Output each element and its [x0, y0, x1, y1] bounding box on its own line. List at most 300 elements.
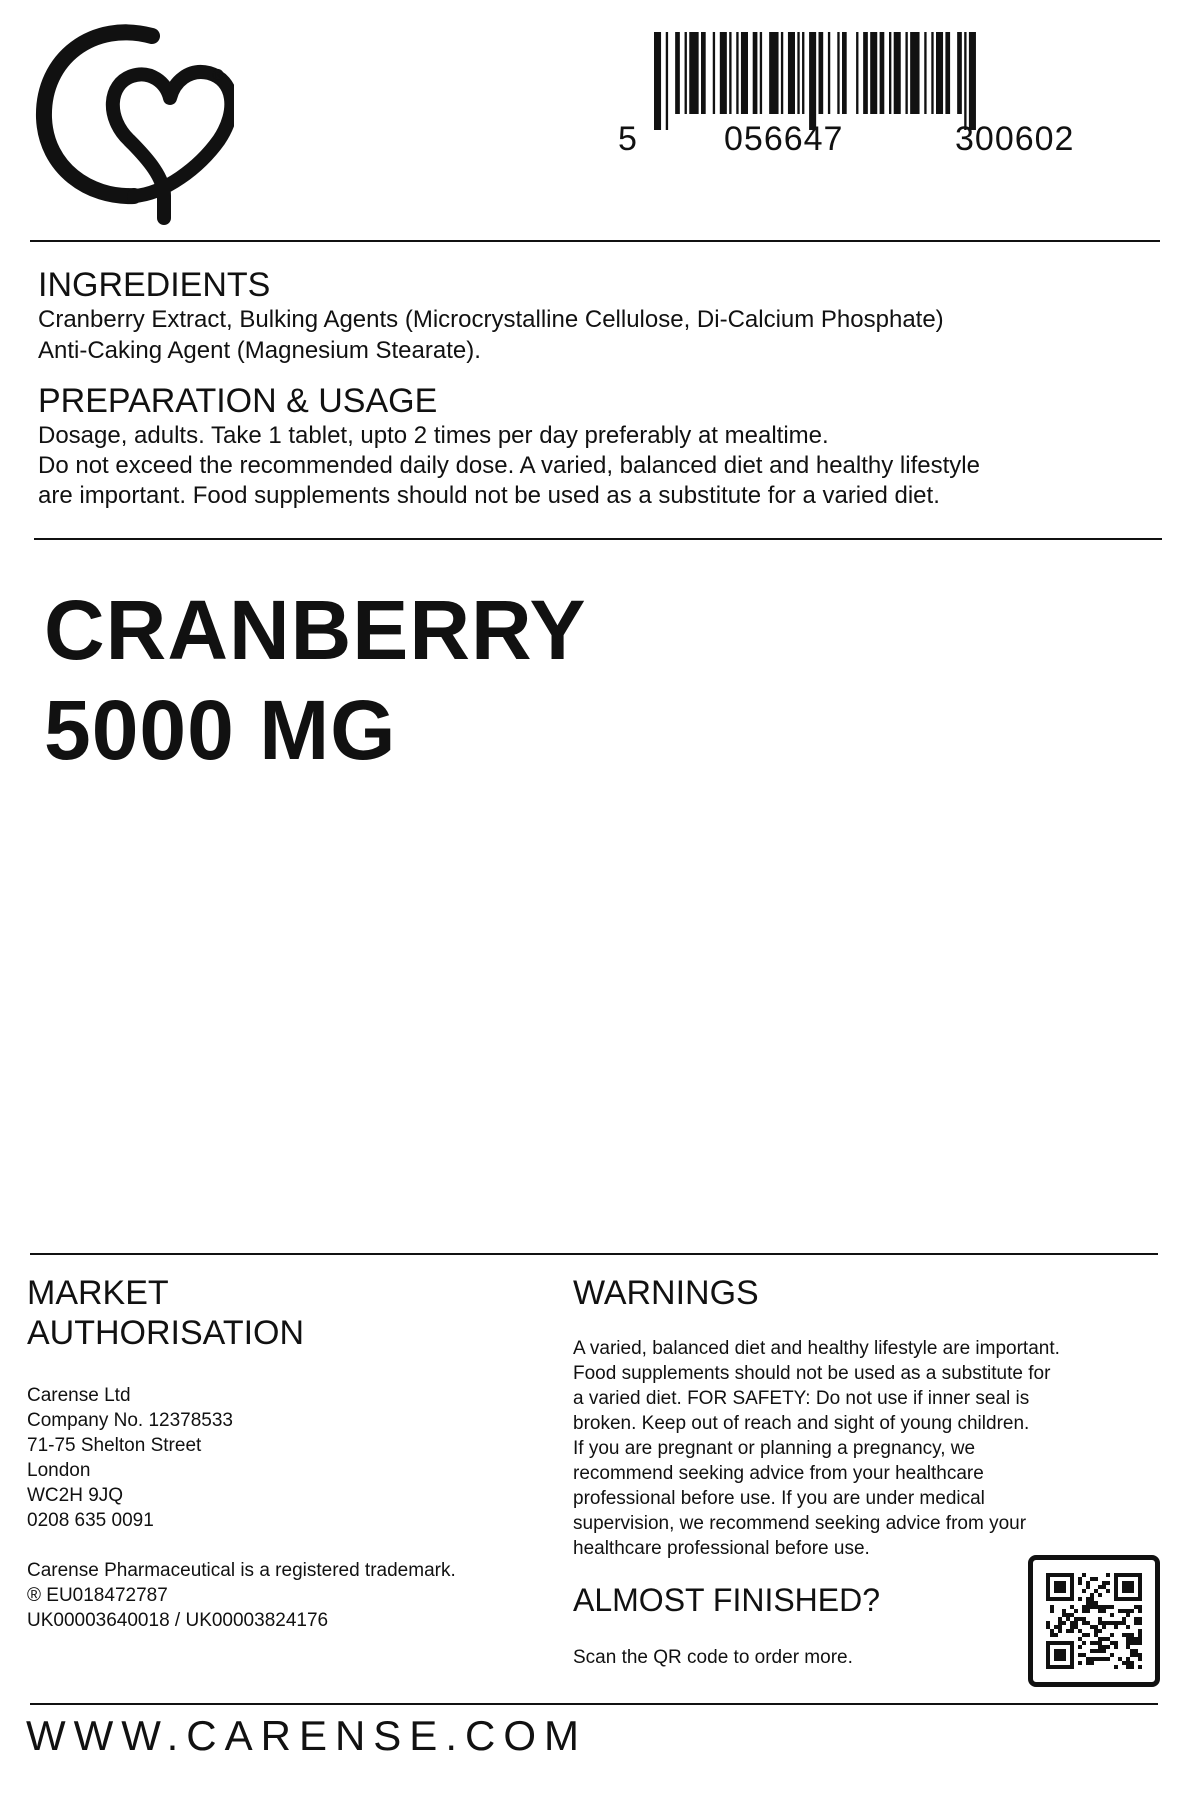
qr-module — [1058, 1625, 1062, 1629]
qr-module — [1130, 1637, 1134, 1641]
barcode-bar — [957, 32, 962, 114]
qr-module — [1138, 1665, 1142, 1669]
qr-module — [1098, 1629, 1102, 1633]
warnings-line: professional before use. If you are under medical — [573, 1488, 985, 1509]
qr-module — [1054, 1573, 1058, 1577]
address-line: WC2H 9JQ — [27, 1485, 124, 1506]
qr-module — [1066, 1665, 1070, 1669]
qr-module — [1106, 1621, 1110, 1625]
trademark-line: UK00003640018 / UK00003824176 — [27, 1610, 329, 1631]
qr-module — [1058, 1641, 1062, 1645]
qr-module — [1050, 1609, 1054, 1613]
market-title-line1: MARKET — [27, 1274, 169, 1312]
qr-module — [1122, 1661, 1126, 1665]
qr-module — [1122, 1633, 1126, 1637]
qr-module — [1058, 1585, 1062, 1589]
preparation-line: Do not exceed the recommended daily dose. A varied, balanced diet and healthy lifestyle — [38, 452, 980, 479]
qr-module — [1122, 1573, 1126, 1577]
qr-module — [1138, 1629, 1142, 1633]
barcode-bar — [729, 32, 731, 114]
qr-module — [1134, 1617, 1138, 1621]
product-name — [44, 580, 587, 780]
qr-module — [1062, 1573, 1066, 1577]
warnings-title: WARNINGS — [573, 1274, 759, 1312]
qr-module — [1126, 1641, 1130, 1645]
qr-module — [1050, 1665, 1054, 1669]
qr-module — [1050, 1641, 1054, 1645]
qr-module — [1070, 1581, 1074, 1585]
qr-module — [1102, 1609, 1106, 1613]
qr-code-frame[interactable] — [1028, 1555, 1160, 1687]
barcode-bar — [945, 32, 950, 114]
qr-module — [1102, 1625, 1106, 1629]
qr-module — [1054, 1625, 1058, 1629]
qr-module — [1078, 1617, 1082, 1621]
qr-module — [1114, 1585, 1118, 1589]
qr-module — [1130, 1665, 1134, 1669]
preparation-line: are important. Food supplements should not be used as a substitute for a varied diet. — [38, 482, 940, 509]
qr-module — [1090, 1661, 1094, 1665]
qr-module — [1102, 1657, 1106, 1661]
qr-module — [1054, 1589, 1058, 1593]
qr-module — [1138, 1585, 1142, 1589]
qr-module — [1058, 1573, 1062, 1577]
qr-module — [1078, 1645, 1082, 1649]
qr-module — [1046, 1593, 1050, 1597]
qr-module — [1066, 1617, 1070, 1621]
qr-module — [1062, 1653, 1066, 1657]
qr-module — [1110, 1613, 1114, 1617]
qr-module — [1126, 1633, 1130, 1637]
warnings-line: healthcare professional before use. — [573, 1538, 870, 1559]
qr-module — [1102, 1637, 1106, 1641]
qr-module — [1094, 1641, 1098, 1645]
qr-module — [1062, 1665, 1066, 1669]
qr-module — [1054, 1657, 1058, 1661]
warnings-line: recommend seeking advice from your healthcare — [573, 1463, 984, 1484]
qr-module — [1046, 1665, 1050, 1669]
qr-module — [1070, 1645, 1074, 1649]
qr-module — [1114, 1625, 1118, 1629]
qr-module — [1074, 1625, 1078, 1629]
barcode-bar — [889, 32, 891, 114]
qr-module — [1062, 1621, 1066, 1625]
qr-module — [1062, 1585, 1066, 1589]
qr-module — [1110, 1641, 1114, 1645]
qr-module — [1130, 1661, 1134, 1665]
qr-module — [1106, 1581, 1110, 1585]
qr-module — [1094, 1633, 1098, 1637]
qr-module — [1114, 1597, 1118, 1601]
qr-module — [1046, 1573, 1050, 1577]
qr-module — [1126, 1637, 1130, 1641]
qr-module — [1062, 1581, 1066, 1585]
qr-module — [1138, 1617, 1142, 1621]
barcode-bar — [870, 32, 877, 114]
qr-module — [1066, 1629, 1070, 1633]
qr-module — [1058, 1597, 1062, 1601]
preparation-title: PREPARATION & USAGE — [38, 382, 438, 420]
qr-module — [1094, 1605, 1098, 1609]
qr-module — [1070, 1577, 1074, 1581]
qr-module — [1114, 1573, 1118, 1577]
qr-module — [1082, 1589, 1086, 1593]
qr-module — [1126, 1581, 1130, 1585]
qr-module — [1138, 1605, 1142, 1609]
qr-module — [1118, 1657, 1122, 1661]
qr-module — [1118, 1573, 1122, 1577]
qr-module — [1138, 1577, 1142, 1581]
qr-module — [1098, 1649, 1102, 1653]
qr-module — [1070, 1665, 1074, 1669]
qr-module — [1102, 1605, 1106, 1609]
divider-middle — [34, 538, 1162, 540]
qr-module — [1090, 1577, 1094, 1581]
market-title-line2: AUTHORISATION — [27, 1314, 305, 1352]
website-url[interactable]: WWW.CARENSE.COM — [26, 1712, 587, 1759]
qr-module — [1070, 1653, 1074, 1657]
qr-module — [1090, 1657, 1094, 1661]
qr-module — [1102, 1585, 1106, 1589]
barcode-bar — [802, 32, 804, 114]
qr-module — [1138, 1573, 1142, 1577]
qr-module — [1046, 1653, 1050, 1657]
qr-module — [1098, 1605, 1102, 1609]
qr-module — [1098, 1641, 1102, 1645]
qr-module — [1046, 1589, 1050, 1593]
barcode-bar — [910, 32, 919, 114]
qr-module — [1102, 1649, 1106, 1653]
barcode-digits-left: 056647 — [724, 120, 844, 158]
warnings-line: Food supplements should not be used as a substitute for — [573, 1363, 1051, 1384]
qr-module — [1102, 1621, 1106, 1625]
qr-module — [1138, 1609, 1142, 1613]
qr-module — [1130, 1589, 1134, 1593]
qr-module — [1070, 1661, 1074, 1665]
qr-module — [1098, 1645, 1102, 1649]
qr-module — [1110, 1605, 1114, 1609]
qr-module — [1126, 1573, 1130, 1577]
barcode-digit-lead: 5 — [618, 120, 637, 158]
qr-module — [1094, 1657, 1098, 1661]
qr-module — [1074, 1609, 1078, 1613]
warnings-line: If you are pregnant or planning a pregnancy, we — [573, 1438, 976, 1459]
qr-module — [1098, 1621, 1102, 1625]
preparation-line: Dosage, adults. Take 1 tablet, upto 2 times per day preferably at mealtime. — [38, 422, 829, 449]
qr-module — [1122, 1609, 1126, 1613]
qr-module — [1130, 1597, 1134, 1601]
product-dose-line2: 5000 MG — [44, 683, 397, 777]
qr-module — [1062, 1649, 1066, 1653]
barcode-bar — [736, 32, 738, 114]
qr-module — [1130, 1573, 1134, 1577]
barcode-bar — [797, 32, 799, 114]
qr-module — [1086, 1605, 1090, 1609]
qr-module — [1126, 1589, 1130, 1593]
barcode — [618, 32, 1138, 162]
qr-module — [1122, 1581, 1126, 1585]
barcode-bar — [654, 32, 661, 130]
qr-module — [1046, 1621, 1050, 1625]
qr-module — [1098, 1609, 1102, 1613]
qr-module — [1078, 1653, 1082, 1657]
qr-module — [1122, 1589, 1126, 1593]
address-line: London — [27, 1460, 91, 1481]
warnings-line: a varied diet. FOR SAFETY: Do not use if inner seal is — [573, 1388, 1030, 1409]
qr-module — [1078, 1581, 1082, 1585]
qr-module — [1126, 1665, 1130, 1669]
qr-module — [1062, 1589, 1066, 1593]
qr-module — [1098, 1617, 1102, 1621]
qr-module — [1086, 1585, 1090, 1589]
barcode-bars — [654, 32, 976, 130]
qr-module — [1110, 1621, 1114, 1625]
qr-module — [1130, 1609, 1134, 1613]
qr-module — [1058, 1581, 1062, 1585]
qr-module — [1058, 1629, 1062, 1633]
qr-module — [1058, 1617, 1062, 1621]
qr-module — [1082, 1605, 1086, 1609]
qr-module — [1110, 1633, 1114, 1637]
qr-module — [1114, 1593, 1118, 1597]
qr-module — [1082, 1621, 1086, 1625]
qr-module — [1070, 1585, 1074, 1589]
qr-module — [1138, 1589, 1142, 1593]
qr-module — [1058, 1589, 1062, 1593]
qr-module — [1054, 1633, 1058, 1637]
qr-module — [1130, 1649, 1134, 1653]
qr-module — [1138, 1597, 1142, 1601]
address-line: 0208 635 0091 — [27, 1510, 154, 1531]
qr-module — [1114, 1641, 1118, 1645]
qr-module — [1094, 1601, 1098, 1605]
qr-module — [1074, 1617, 1078, 1621]
qr-module — [1054, 1581, 1058, 1585]
barcode-bar — [713, 32, 715, 114]
divider-bottom-section — [30, 1253, 1158, 1255]
qr-module — [1090, 1601, 1094, 1605]
qr-module — [1070, 1597, 1074, 1601]
qr-module — [1114, 1621, 1118, 1625]
qr-module — [1086, 1581, 1090, 1585]
qr-module — [1062, 1609, 1066, 1613]
qr-module — [1110, 1653, 1114, 1657]
barcode-bar — [894, 32, 901, 114]
ingredients-line: Anti-Caking Agent (Magnesium Stearate). — [38, 337, 481, 364]
qr-module — [1126, 1645, 1130, 1649]
qr-module — [1126, 1657, 1130, 1661]
barcode-bar — [741, 32, 748, 114]
qr-module — [1086, 1609, 1090, 1613]
qr-module — [1090, 1597, 1094, 1601]
qr-module — [1078, 1597, 1082, 1601]
barcode-bar — [788, 32, 795, 114]
qr-module — [1054, 1597, 1058, 1601]
qr-module — [1070, 1593, 1074, 1597]
qr-module — [1046, 1597, 1050, 1601]
barcode-bar — [720, 32, 727, 114]
qr-module — [1126, 1585, 1130, 1589]
qr-module — [1122, 1585, 1126, 1589]
warnings-line: supervision, we recommend seeking advice from your — [573, 1513, 1027, 1534]
address-line: Company No. 12378533 — [27, 1410, 233, 1431]
barcode-bar — [931, 32, 933, 114]
barcode-bar — [666, 32, 668, 130]
qr-module — [1046, 1661, 1050, 1665]
barcode-bar — [675, 32, 680, 114]
qr-module — [1102, 1581, 1106, 1585]
qr-module — [1054, 1653, 1058, 1657]
barcode-bar — [842, 32, 847, 114]
qr-module — [1078, 1629, 1082, 1633]
qr-module — [1126, 1661, 1130, 1665]
qr-module — [1054, 1649, 1058, 1653]
qr-module — [1114, 1581, 1118, 1585]
qr-module — [1082, 1653, 1086, 1657]
qr-module — [1126, 1613, 1130, 1617]
qr-module — [1134, 1649, 1138, 1653]
qr-module — [1090, 1649, 1094, 1653]
qr-module — [1134, 1653, 1138, 1657]
qr-module — [1070, 1613, 1074, 1617]
qr-module — [1118, 1621, 1122, 1625]
qr-module — [1090, 1605, 1094, 1609]
qr-module — [1070, 1573, 1074, 1577]
qr-module — [1074, 1621, 1078, 1625]
qr-module — [1050, 1633, 1054, 1637]
qr-module — [1086, 1633, 1090, 1637]
qr-module — [1050, 1629, 1054, 1633]
qr-module — [1050, 1573, 1054, 1577]
qr-module — [1130, 1641, 1134, 1645]
barcode-bar — [936, 32, 943, 114]
qr-module — [1046, 1585, 1050, 1589]
qr-module — [1138, 1657, 1142, 1661]
qr-module — [1054, 1641, 1058, 1645]
qr-module — [1106, 1637, 1110, 1641]
scan-qr-text: Scan the QR code to order more. — [573, 1647, 853, 1668]
qr-module — [1058, 1653, 1062, 1657]
qr-module — [1046, 1577, 1050, 1581]
barcode-bar — [837, 32, 839, 114]
qr-module — [1046, 1625, 1050, 1629]
qr-module — [1082, 1641, 1086, 1645]
qr-module — [1114, 1665, 1118, 1669]
barcode-bar — [964, 32, 966, 130]
almost-finished-title: ALMOST FINISHED? — [573, 1582, 881, 1618]
qr-module — [1138, 1633, 1142, 1637]
qr-module — [1138, 1593, 1142, 1597]
qr-module — [1106, 1605, 1110, 1609]
qr-module — [1054, 1665, 1058, 1669]
qr-module — [1130, 1653, 1134, 1657]
qr-module — [1138, 1621, 1142, 1625]
qr-module — [1130, 1585, 1134, 1589]
qr-module — [1058, 1649, 1062, 1653]
qr-module — [1098, 1637, 1102, 1641]
qr-module — [1086, 1657, 1090, 1661]
qr-module — [1078, 1637, 1082, 1641]
qr-module — [1138, 1641, 1142, 1645]
qr-module — [1070, 1625, 1074, 1629]
qr-module — [1082, 1617, 1086, 1621]
barcode-bar — [828, 32, 830, 114]
qr-module — [1106, 1589, 1110, 1593]
qr-module — [1082, 1573, 1086, 1577]
qr-code-modules — [1046, 1573, 1142, 1669]
qr-module — [1070, 1649, 1074, 1653]
qr-module — [1122, 1621, 1126, 1625]
qr-module — [1050, 1605, 1054, 1609]
qr-module — [1098, 1585, 1102, 1589]
qr-module — [1098, 1593, 1102, 1597]
qr-module — [1046, 1649, 1050, 1653]
qr-module — [1062, 1597, 1066, 1601]
barcode-bar — [701, 32, 706, 114]
qr-module — [1066, 1597, 1070, 1601]
carense-logo-icon — [34, 18, 234, 228]
qr-module — [1106, 1657, 1110, 1661]
barcode-bar — [856, 32, 858, 114]
qr-module — [1126, 1625, 1130, 1629]
warnings-line: broken. Keep out of reach and sight of young children. — [573, 1413, 1030, 1434]
barcode-bar — [781, 32, 783, 114]
qr-module — [1082, 1609, 1086, 1613]
qr-module — [1070, 1621, 1074, 1625]
qr-module — [1130, 1581, 1134, 1585]
barcode-bar — [769, 32, 778, 114]
qr-module — [1134, 1605, 1138, 1609]
warnings-line: A varied, balanced diet and healthy lifestyle are important. — [573, 1338, 1060, 1359]
qr-module — [1118, 1597, 1122, 1601]
qr-module — [1094, 1649, 1098, 1653]
barcode-bar — [969, 32, 976, 130]
qr-module — [1066, 1573, 1070, 1577]
ingredients-line: Cranberry Extract, Bulking Agents (Microcrystalline Cellulose, Di-Calcium Phosphate) — [38, 306, 944, 333]
qr-module — [1058, 1621, 1062, 1625]
qr-module — [1058, 1665, 1062, 1669]
qr-module — [1106, 1573, 1110, 1577]
qr-module — [1086, 1661, 1090, 1665]
barcode-bar — [880, 32, 885, 114]
qr-module — [1094, 1577, 1098, 1581]
qr-module — [1090, 1625, 1094, 1629]
barcode-digits-right: 300602 — [955, 120, 1075, 158]
qr-module — [1114, 1589, 1118, 1593]
qr-module — [1134, 1637, 1138, 1641]
qr-module — [1070, 1641, 1074, 1645]
qr-module — [1062, 1657, 1066, 1661]
qr-module — [1078, 1577, 1082, 1581]
qr-module — [1054, 1585, 1058, 1589]
qr-module — [1138, 1637, 1142, 1641]
qr-module — [1114, 1577, 1118, 1581]
qr-module — [1094, 1589, 1098, 1593]
product-name-line1: CRANBERRY — [44, 583, 587, 677]
qr-module — [1106, 1645, 1110, 1649]
qr-module — [1114, 1645, 1118, 1649]
qr-code-icon[interactable] — [1033, 1560, 1155, 1682]
qr-module — [1094, 1629, 1098, 1633]
qr-module — [1046, 1641, 1050, 1645]
ingredients-title: INGREDIENTS — [38, 266, 271, 304]
divider-footer — [30, 1703, 1158, 1705]
qr-module — [1086, 1601, 1090, 1605]
address-line: Carense Ltd — [27, 1385, 131, 1406]
qr-module — [1118, 1609, 1122, 1613]
barcode-bar — [819, 32, 824, 114]
qr-module — [1098, 1657, 1102, 1661]
